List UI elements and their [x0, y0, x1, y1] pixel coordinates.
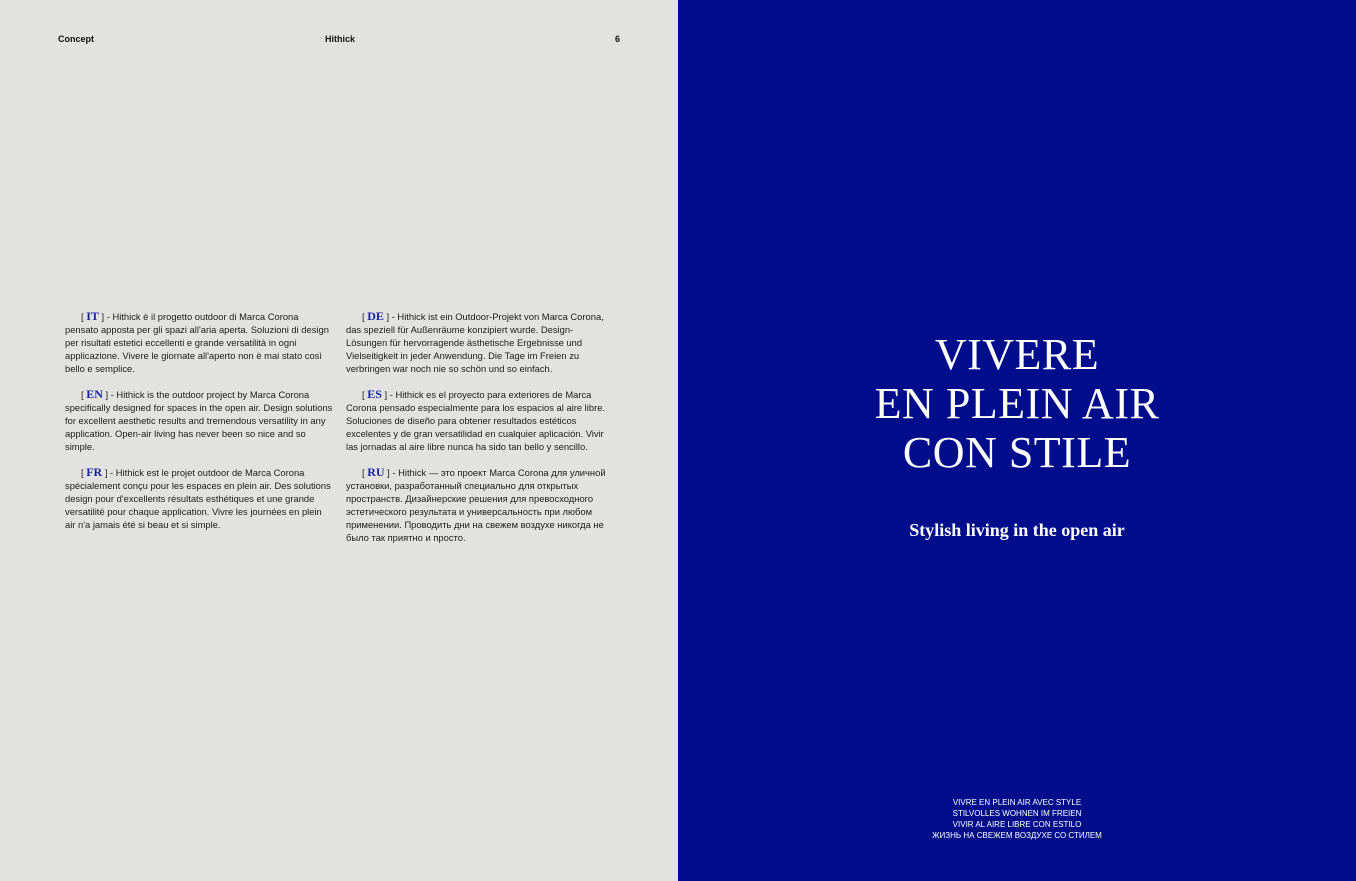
paragraph-en: [ EN ] - Hithick is the outdoor project by Marca Corona specifically designed for spaces in the open air. Design solutions for excellent aesthetic results and tremendous versatility in any application. Open-air living has never been so nice and so simple.	[65, 387, 333, 452]
right-page	[678, 0, 1356, 881]
paragraph-it: [ IT ] - Hithick è il progetto outdoor di Marca Corona pensato apposta per gli spazi all'aria aperta. Soluzioni di design per risultati estetici eccellenti e grande versatilità in ogni applicazione. Vivere le giornate all'aperto non è mai stato così bello e semplice.	[65, 309, 329, 374]
page-number: 6	[615, 34, 621, 44]
language-tag-es: ES	[367, 387, 382, 401]
headline-line-1: VIVERE	[934, 330, 1100, 379]
paragraph-es: [ ES ] - Hithick es el proyecto para exteriores de Marca Corona pensado especialmente para los espacios al aire libre. Soluciones de diseño para obtener resultados estéticos excelentes y de gran versatilidad en cualquier aplicación. Vivir las jornadas al aire libre nunca ha sido tan bello y sencillo.	[346, 387, 606, 452]
translation-es: VIVIR AL AIRE LIBRE CON ESTILO	[952, 820, 1082, 829]
paragraph-ru: [ RU ] - Hithick — это проект Marca Corona для уличной установки, разработанный специально для открытых пространств. Дизайнерские решения для превосходного эстетического результата и универсальность при любом применении. Проводить дни на свежем воздухе никогда не было так приятно и просто.	[346, 465, 606, 543]
paragraph-text-en: ] - Hithick is the outdoor project by Marca Corona specifically designed for spaces in the open air. Design solutions for excellent aesthetic results and tremendous versatility in any application. Open-air living has never been so nice and so simple.	[65, 389, 333, 452]
language-tag-en: EN	[86, 387, 103, 401]
subtitle: Stylish living in the open air	[909, 520, 1125, 540]
headline-translations	[678, 797, 1356, 841]
translation-de: STILVOLLES WOHNEN IM FREIEN	[952, 809, 1082, 818]
translation-fr: VIVRE EN PLEIN AIR AVEC STYLE	[952, 798, 1082, 807]
section-label: Concept	[58, 34, 94, 44]
headline	[678, 330, 1356, 477]
headline-line-2: EN PLEIN AIR	[874, 379, 1160, 428]
language-tag-fr: FR	[86, 465, 103, 479]
translation-ru: ЖИЗНЬ НА СВЕЖЕМ ВОЗДУХЕ СО СТИЛЕМ	[932, 831, 1102, 840]
paragraph-text-fr: ] - Hithick est le projet outdoor de Marca Corona spécialement conçu pour les espaces en plein air. Des solutions design pour d'excellents résultats esthétiques et une grande versatilité pour chaque application. Vivre les journées en plein air n'a jamais été si beau et si simple.	[65, 467, 331, 530]
headline-line-3: CON STILE	[902, 428, 1132, 477]
text-column-left	[65, 310, 333, 544]
language-tag-de: DE	[367, 309, 384, 323]
paragraph-text-de: ] - Hithick ist ein Outdoor-Projekt von Marca Corona, das speziell für Außenräume konzipiert wurde. Design-Lösungen für hervorragende ästhetische Ergebnisse und Vielseitigkeit in jeder Anwendung. Die Tage im Freien zu verbringen war noch nie so schön und so einfach.	[346, 311, 604, 374]
paragraph-fr: [ FR ] - Hithick est le projet outdoor de Marca Corona spécialement conçu pour les espaces en plein air. Des solutions design pour d'excellents résultats esthétiques et une grande versatilité pour chaque application. Vivre les journées en plein air n'a jamais été si beau et si simple.	[65, 465, 331, 530]
brand-label: Hithick	[325, 34, 356, 44]
language-tag-it: IT	[86, 309, 99, 323]
paragraph-de: [ DE ] - Hithick ist ein Outdoor-Projekt von Marca Corona, das speziell für Außenräume konzipiert wurde. Design-Lösungen für hervorragende ästhetische Ergebnisse und Vielseitigkeit in jeder Anwendung. Die Tage im Freien zu verbringen war noch nie so schön und so einfach.	[346, 309, 604, 374]
text-column-right	[346, 310, 614, 557]
language-tag-ru: RU	[367, 465, 385, 479]
paragraph-text-ru: ] - Hithick — это проект Marca Corona для уличной установки, разработанный специально для открытых пространств. Дизайнерские решения для превосходного эстетического результата и универсальность при любом применении. Проводить дни на свежем воздухе никогда не было так приятно и просто.	[346, 467, 606, 543]
paragraph-text-es: ] - Hithick es el proyecto para exteriores de Marca Corona pensado especialmente para los espacios al aire libre. Soluciones de diseño para obtener resultados estéticos excelentes y de gran versatilidad en cualquier aplicación. Vivir las jornadas al aire libre nunca ha sido tan bello y sencillo.	[346, 389, 606, 452]
paragraph-text-it: ] - Hithick è il progetto outdoor di Marca Corona pensato apposta per gli spazi all'aria aperta. Soluzioni di design per risultati estetici eccellenti e grande versatilità in ogni applicazione. Vivere le giornate all'aperto non è mai stato così bello e semplice.	[65, 311, 329, 374]
